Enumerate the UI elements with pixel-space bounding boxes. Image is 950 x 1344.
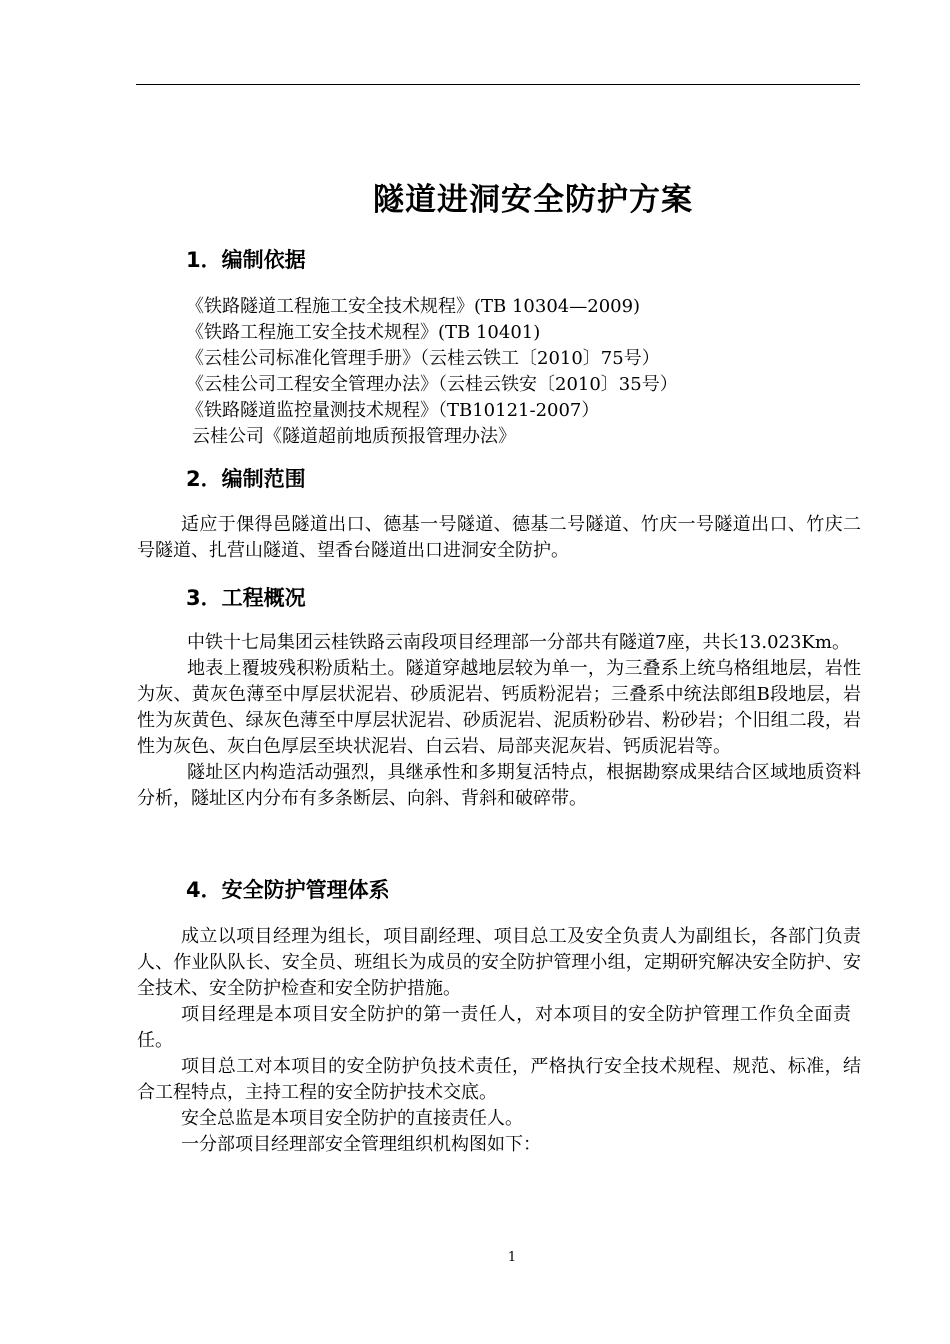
paragraph: 隧址区内构造活动强烈，具继承性和多期复活特点，根据勘察成果结合区域地质资料分析，隧址区内分布有多条断层、向斜、背斜和破碎带。: [137, 762, 861, 809]
paragraph: 中铁十七局集团云桂铁路云南段项目经理部一分部共有隧道7座，共长13.023Km。: [187, 632, 850, 653]
paragraph: 地表上覆坡残积粉质粘土。隧道穿越地层较为单一，为三叠系上统乌格组地层，岩性为灰、黄灰色薄至中厚层状泥岩、砂质泥岩、钙质粉泥岩；三叠系中统法郎组B段地层，岩性为灰黄色、绿灰色薄至中厚层状泥岩、砂质泥岩、泥质粉砂岩、粉砂岩；个旧组二段，岩性为灰色、灰白色厚层至块状泥岩、白云岩、局部夹泥灰岩、钙质泥岩等。: [137, 658, 861, 757]
paragraph: 适应于倮得邑隧道出口、德基一号隧道、德基二号隧道、竹庆一号隧道出口、竹庆二号隧道、扎营山隧道、望香台隧道出口进洞安全防护。: [137, 514, 861, 561]
reference-item: 《云桂公司标准化管理手册》（云桂云铁工〔2010〕75号）: [186, 348, 660, 369]
paragraph: 项目经理是本项目安全防护的第一责任人，对本项目的安全防护管理工作负全面责任。: [137, 1004, 851, 1051]
document-title: 隧道进洞安全防护方案: [373, 182, 693, 218]
section-heading-2: 2．编制范围: [186, 467, 306, 491]
section-heading-4: 4．安全防护管理体系: [186, 878, 390, 902]
header-rule: [136, 84, 860, 85]
reference-item: 《铁路隧道监控量测技术规程》（TB10121-2007）: [186, 400, 600, 421]
reference-list: [186, 294, 678, 450]
paragraph: 安全总监是本项目安全防护的直接责任人。: [181, 1108, 523, 1129]
section-body-4: [137, 924, 861, 1158]
reference-item: 《铁路隧道工程施工安全技术规程》(TB 10304—2009): [186, 296, 641, 317]
section-body-2: [137, 512, 861, 564]
reference-item: 《云桂公司工程安全管理办法》（云桂云铁安〔2010〕35号）: [186, 374, 678, 395]
reference-item: 《铁路工程施工安全技术规程》(TB 10401): [186, 322, 541, 343]
section-body-3: [137, 630, 861, 812]
paragraph: 成立以项目经理为组长，项目副经理、项目总工及安全负责人为副组长，各部门负责人、作业队队长、安全员、班组长为成员的安全防护管理小组，定期研究解决安全防护、安全技术、安全防护检查和安全防护措施。: [137, 926, 861, 999]
paragraph: 项目总工对本项目的安全防护负技术责任，严格执行安全技术规程、规范、标准，结合工程特点，主持工程的安全防护技术交底。: [137, 1056, 861, 1103]
reference-item: 云桂公司《隧道超前地质预报管理办法》: [192, 426, 516, 447]
page-number: 1: [507, 1250, 517, 1265]
section-heading-3: 3．工程概况: [186, 586, 306, 610]
section-heading-1: 1．编制依据: [186, 248, 306, 272]
paragraph: 一分部项目经理部安全管理组织机构图如下：: [181, 1134, 541, 1155]
